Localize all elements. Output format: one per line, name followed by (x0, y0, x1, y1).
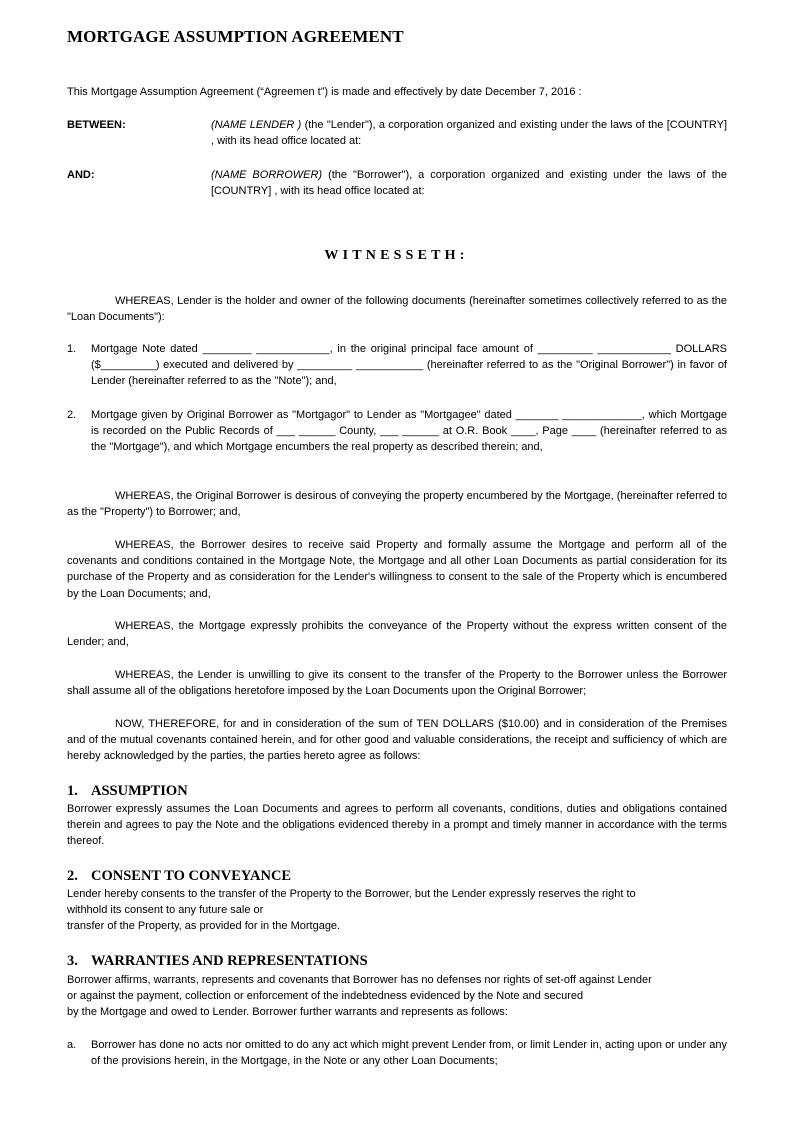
whereas-paragraph-2: WHEREAS, the Original Borrower is desirous of conveying the property encumbered by the Mortgage, (hereinafter referred to as the "Property") to Borrower; and, (67, 490, 727, 519)
section-heading-warranties: 3. WARRANTIES AND REPRESENTATIONS (67, 953, 368, 969)
whereas-paragraph-1: WHEREAS, Lender is the holder and owner of the following documents (hereinafter sometimes collectively referred to as the "Loan Documents"): (67, 295, 727, 324)
loan-document-item-1 (67, 341, 727, 390)
whereas-paragraph-3: WHEREAS, the Borrower desires to receive said Property and formally assume the Mortgage and perform all of the covenants and conditions contained in the Mortgage Note, the Mortgage and all other Loan Documents as partial consideration for its purchase of the Property and as consideration for the Lender's willingness to consent to the sale of the Property which is encumbered by the Loan Documents; and, (67, 539, 727, 600)
section-body-consent: Lender hereby consents to the transfer of the Property to the Borrower, but the Lender expressly reserves the right to withhold its consent to any future sale or transfer of the Property, as provided for in the Mortgage. (67, 888, 636, 933)
lender-name-placeholder: (NAME LENDER ) (211, 119, 302, 131)
loan-document-item-2 (67, 407, 727, 456)
item-number: 1. (67, 343, 77, 355)
witnesseth-heading: WITNESSETH: (324, 248, 469, 263)
item-text: Mortgage given by Original Borrower as "Mortgagor" to Lender as "Mortgagee" dated _______ _____________, which Mortgage is recorded on the Public Records of ___ ______ County, ___ ______ at O.R. Book ____, Page ____ (hereinafter referred to as the "Mortgage"), and which Mortgage encumbers the real property as described therein; and, (91, 409, 727, 454)
party-borrower-text: (NAME BORROWER) (the "Borrower"), a corporation organized and existing under the laws of the [COUNTRY] , with its head office located at: (211, 169, 727, 198)
section-heading-assumption: 1. ASSUMPTION (67, 783, 188, 799)
party-label-and: AND: (67, 169, 95, 181)
item-letter: a. (67, 1039, 77, 1051)
now-therefore-paragraph: NOW, THEREFORE, for and in consideration of the sum of TEN DOLLARS ($10.00) and in consideration of the Premises and of the mutual covenants contained herein, and for other good and valuable considerations, the receipt and sufficiency of which are hereby acknowledged by the parties, the parties hereto agree as follows: (67, 718, 727, 763)
item-number: 2. (67, 409, 77, 421)
warranty-item-a (67, 1037, 727, 1069)
document-title: MORTGAGE ASSUMPTION AGREEMENT (67, 27, 404, 46)
party-label-between: BETWEEN: (67, 119, 126, 131)
party-lender-text: (NAME LENDER ) (the "Lender"), a corporation organized and existing under the laws of the [COUNTRY] , with its head office located at: (211, 119, 727, 148)
section-body-assumption: Borrower expressly assumes the Loan Documents and agrees to perform all covenants, conditions, duties and obligations contained therein and agrees to pay the Note and the obligations evidenced thereby in a prompt and timely manner in accordance with the terms thereof. (67, 803, 727, 848)
intro-text: This Mortgage Assumption Agreement (“Agreemen t”) is made and effectively by date December 7, 2016 : (67, 86, 582, 98)
whereas-paragraph-4: WHEREAS, the Mortgage expressly prohibits the conveyance of the Property without the express written consent of the Lender; and, (67, 620, 727, 649)
item-text: Mortgage Note dated ________ ____________, in the original principal face amount of _________ ____________ DOLLARS ($_________) executed and delivered by _________ ___________ (hereinafter referred to as the "Original Borrower") in favor of Lender (hereinafter referred to as the "Note"); and, (91, 343, 727, 388)
whereas-paragraph-5: WHEREAS, the Lender is unwilling to give its consent to the transfer of the Property to the Borrower unless the Borrower shall assume all of the obligations heretofore imposed by the Loan Documents upon the Original Borrower; (67, 669, 727, 698)
item-text: Borrower has done no acts nor omitted to do any act which might prevent Lender from, or limit Lender in, acting upon or under any of the provisions herein, in the Mortgage, in the Note or any other Loan Documents; (91, 1039, 727, 1068)
borrower-name-placeholder: (NAME BORROWER) (211, 169, 323, 181)
section-body-warranties: Borrower affirms, warrants, represents and covenants that Borrower has no defenses nor rights of set-off against Lender or against the payment, collection or enforcement of the indebtedness evidenced by the Note and secured by the Mortgage and owed to Lender. Borrower further warrants and represents as follows: (67, 974, 652, 1019)
section-heading-consent: 2. CONSENT TO CONVEYANCE (67, 868, 292, 884)
